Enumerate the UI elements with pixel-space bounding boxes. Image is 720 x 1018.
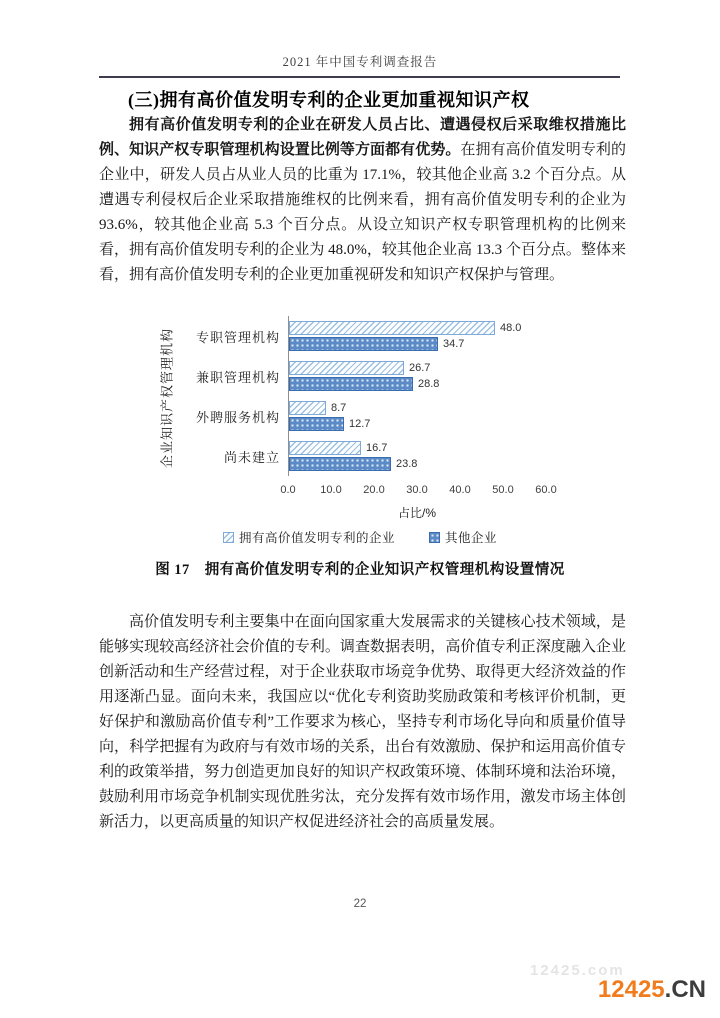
paragraph-1-lead-bold: 拥有高价值发明专利的企业在研发人员占比、遭遇侵权后采取维权措施比例、知识产权专职管理机构设置比例等方面都有优势。	[99, 117, 626, 158]
category-label: 尚未建立	[223, 449, 280, 465]
watermark	[526, 962, 706, 1010]
chart-bar	[289, 377, 413, 391]
paragraph-1	[99, 113, 626, 288]
bar-value-label: 8.7	[331, 402, 347, 414]
bar-line	[289, 320, 609, 336]
x-tick-label: 40.0	[449, 484, 471, 496]
x-tick-label: 20.0	[363, 484, 385, 496]
x-tick-label: 30.0	[406, 484, 428, 496]
chart-bar	[289, 441, 361, 455]
paragraph-1-body: 在拥有高价值发明专利的企业中，研发人员占从业人员的比重为 17.1%，较其他企业高 3.2 个百分点。从遭遇专利侵权后企业采取措施维权的比例来看，拥有高价值发明专利的企业为 93.6%，较其他企业高 5.3 个百分点。从设立知识产权专职管理机构的比例来看，拥有高价值发明专利的企业为 48.0%，较其他企业高 13.3 个百分点。整体来看，拥有高价值发明专利的企业更加重视研发和知识产权保护与管理。	[99, 142, 626, 283]
watermark-main-text	[598, 976, 706, 1004]
bar-value-label: 48.0	[500, 322, 522, 334]
category-label: 外聘服务机构	[195, 409, 280, 425]
bar-group	[289, 356, 609, 396]
figure-caption: 图 17 拥有高价值发明专利的企业知识产权管理机构设置情况	[155, 562, 565, 578]
watermark-number: 12425	[597, 976, 665, 1003]
watermark-ghost-text: 12425.com	[530, 962, 625, 979]
bar-value-label: 16.7	[366, 442, 388, 454]
chart-bar	[289, 337, 438, 351]
x-tick-label: 0.0	[280, 484, 296, 496]
bar-value-label: 23.8	[396, 458, 418, 470]
chart-bar	[289, 361, 404, 375]
bar-value-label: 28.8	[418, 378, 440, 390]
legend-swatch	[429, 532, 440, 543]
chart-bar	[289, 457, 391, 471]
bar-value-label: 12.7	[349, 418, 371, 430]
page-header-title: 2021 年中国专利调查报告	[282, 55, 438, 69]
legend-label: 其他企业	[445, 531, 498, 545]
bar-group	[289, 316, 609, 356]
chart-x-axis-ticks	[280, 484, 557, 498]
chart-y-axis-title: 企业知识产权管理机构	[159, 327, 175, 469]
category-label: 专职管理机构	[195, 329, 280, 345]
legend-swatch	[223, 532, 234, 543]
legend-item	[223, 528, 395, 546]
page-number: 22	[353, 898, 367, 910]
bar-line	[289, 400, 609, 416]
chart-bar	[289, 401, 326, 415]
x-tick-label: 50.0	[492, 484, 514, 496]
chart-bar	[289, 321, 495, 335]
section-heading: (三)拥有高价值发明专利的企业更加重视知识产权	[128, 90, 530, 110]
bar-line	[289, 336, 609, 352]
bar-group	[289, 436, 609, 476]
bar-chart-figure-17	[100, 308, 620, 558]
watermark-suffix: .CN	[664, 976, 706, 1003]
chart-category-labels	[188, 316, 288, 476]
bar-group	[289, 396, 609, 436]
category-label: 兼职管理机构	[195, 369, 280, 385]
x-tick-label: 10.0	[320, 484, 342, 496]
bar-line	[289, 360, 609, 376]
bar-line	[289, 456, 609, 472]
chart-x-axis-title: 占比/%	[397, 506, 437, 520]
bar-value-label: 26.7	[409, 362, 431, 374]
bar-line	[289, 416, 609, 432]
chart-legend	[100, 528, 620, 546]
bar-line	[289, 376, 609, 392]
header-divider	[99, 76, 620, 78]
chart-bar	[289, 417, 344, 431]
chart-plot-area	[188, 316, 609, 476]
x-tick-label: 60.0	[535, 484, 557, 496]
legend-label: 拥有高价值发明专利的企业	[238, 531, 395, 545]
legend-item	[429, 528, 497, 546]
chart-bars-area	[288, 316, 609, 476]
paragraph-2: 高价值发明专利主要集中在面向国家重大发展需求的关键核心技术领域，是能够实现较高经济社会价值的专利。调查数据表明，高价值专利正深度融入企业创新活动和生产经营过程，对于企业获取市场竞争优势、取得更大经济效益的作用逐渐凸显。面向未来，我国应以“优化专利资助奖励政策和考核评价机制，更好保护和激励高价值专利”工作要求为核心，坚持专利市场化导向和质量价值导向，科学把握有为政府与有效市场的关系，出台有效激励、保护和运用高价值专利的政策举措，努力创造更加良好的知识产权政策环境、体制环境和法治环境，鼓励利用市场竞争机制实现优胜劣汰，充分发挥有效市场作用，激发市场主体创新活力，以更高质量的知识产权促进经济社会的高质量发展。	[99, 614, 626, 830]
bar-value-label: 34.7	[443, 338, 465, 350]
bar-line	[289, 440, 609, 456]
